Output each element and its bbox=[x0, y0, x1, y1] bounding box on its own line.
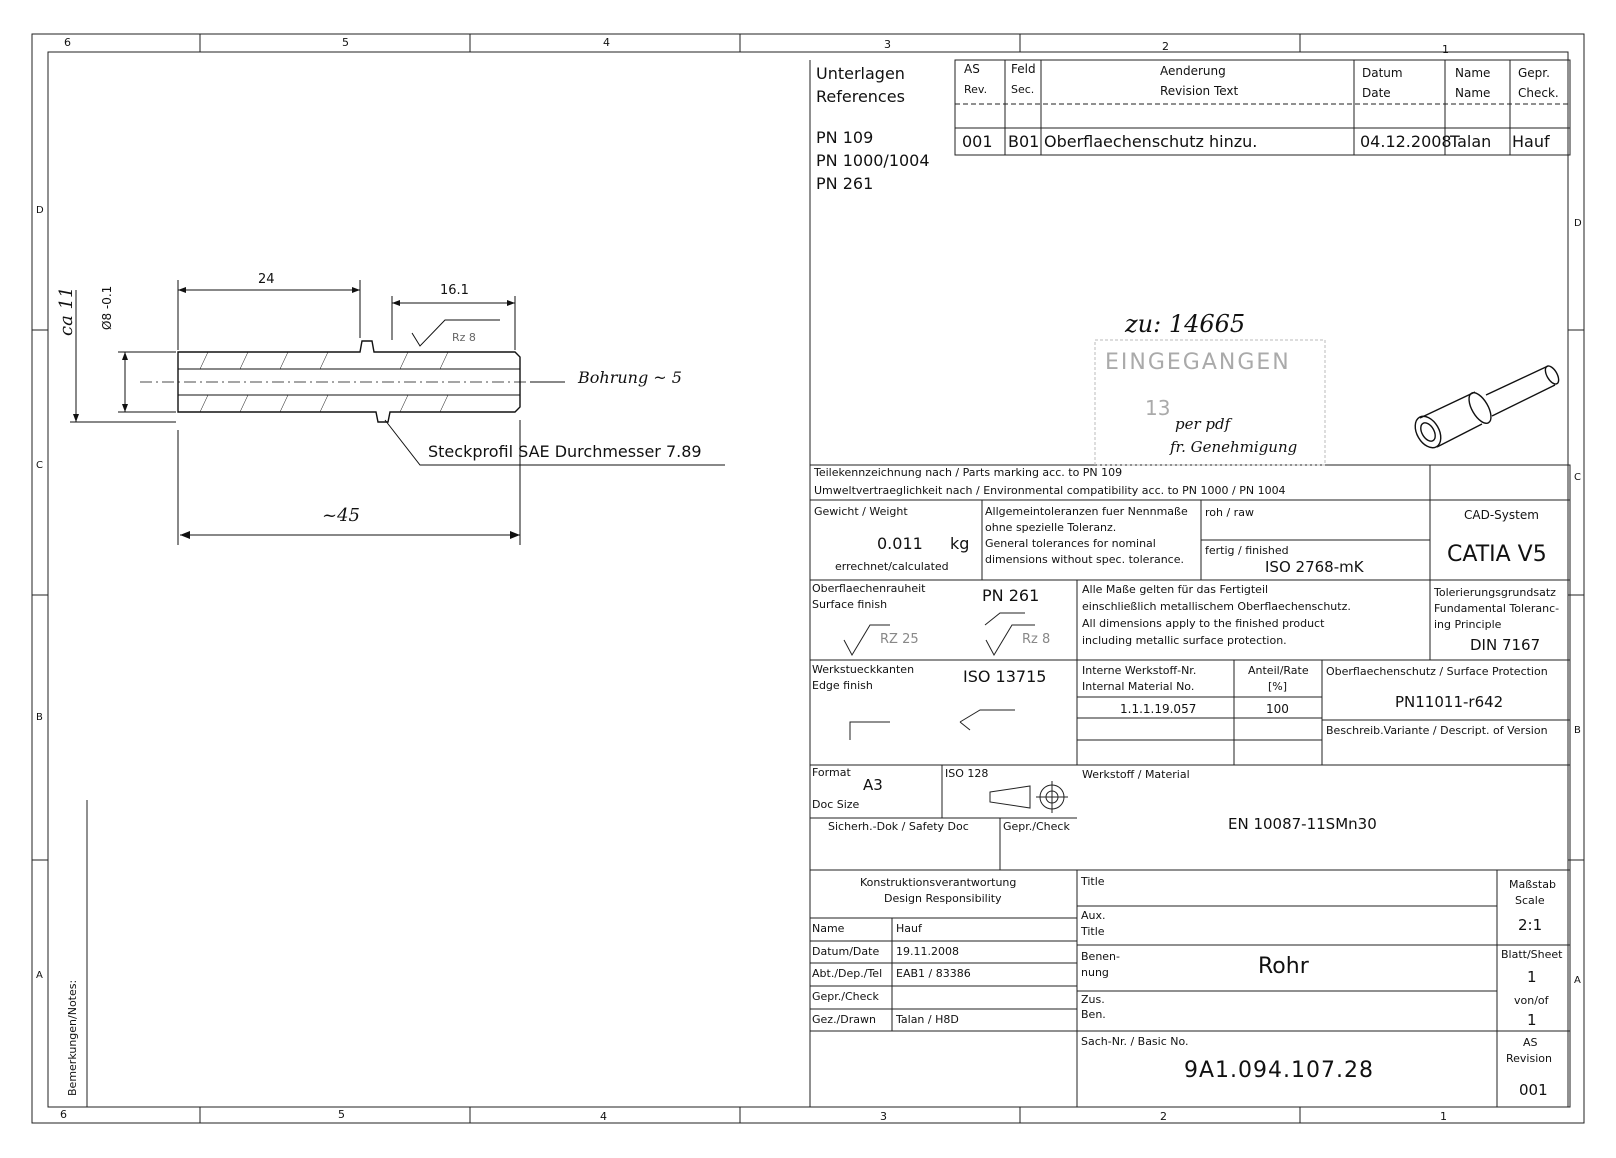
material-number-value: 1.1.1.19.057 bbox=[1120, 702, 1197, 716]
rev-header-text: Revision Text bbox=[1160, 84, 1239, 98]
rev-header-as: AS bbox=[964, 62, 980, 76]
zone-bottom-5: 5 bbox=[338, 1108, 345, 1121]
zone-right-d: D bbox=[1574, 218, 1582, 229]
dims-note-de-2: einschließlich metallischem Oberflaechenschutz. bbox=[1082, 600, 1351, 613]
surface-finish-de: Oberflaechenrauheit bbox=[812, 582, 926, 595]
weight-unit: kg bbox=[950, 534, 970, 553]
share-label: Anteil/Rate bbox=[1248, 664, 1309, 677]
dimension-45: ~45 bbox=[322, 505, 360, 526]
tolerance-principle-de: Tolerierungsgrundsatz bbox=[1434, 586, 1556, 599]
roughness-rz25: RZ 25 bbox=[880, 632, 919, 647]
checked-label: Gepr./Check bbox=[812, 990, 879, 1003]
additional-designation-2: Ben. bbox=[1081, 1008, 1106, 1021]
surface-finish-standard: PN 261 bbox=[982, 586, 1040, 605]
general-tolerance-de-2: ohne spezielle Toleranz. bbox=[985, 521, 1117, 534]
dimension-24: 24 bbox=[258, 272, 275, 287]
drawn-label: Gez./Drawn bbox=[812, 1013, 876, 1026]
doc-size-label: Doc Size bbox=[812, 798, 860, 811]
rev-row-date: 04.12.2008 bbox=[1360, 132, 1452, 151]
tolerance-principle-value: DIN 7167 bbox=[1470, 636, 1541, 654]
zone-top-1: 1 bbox=[1442, 43, 1449, 56]
rev-row-name: Talan bbox=[1450, 132, 1492, 151]
surface-protection-value: PN11011-r642 bbox=[1395, 693, 1504, 711]
department-value: EAB1 / 83386 bbox=[896, 967, 971, 980]
dims-note-en-1: All dimensions apply to the finished product bbox=[1082, 617, 1325, 630]
name-value: Hauf bbox=[896, 922, 922, 935]
weight-note: errechnet/calculated bbox=[835, 560, 949, 573]
notes-label: Bemerkungen/Notes: bbox=[66, 979, 79, 1096]
edge-finish-en: Edge finish bbox=[812, 679, 873, 692]
surface-protection-label: Oberflaechenschutz / Surface Protection bbox=[1326, 665, 1548, 678]
handwritten-reference: zu: 14665 bbox=[1125, 310, 1246, 338]
scale-value: 2:1 bbox=[1518, 916, 1543, 934]
dimension-16-1: 16.1 bbox=[440, 283, 469, 298]
zone-right-c: C bbox=[1574, 472, 1581, 483]
basic-number-value: 9A1.094.107.28 bbox=[1184, 1058, 1374, 1083]
safety-check-label: Gepr./Check bbox=[1003, 820, 1070, 833]
designation-label-2: nung bbox=[1081, 966, 1109, 979]
rev-header-change: Aenderung bbox=[1160, 64, 1226, 78]
zone-top-4: 4 bbox=[603, 36, 610, 49]
tolerance-principle-en-2: ing Principle bbox=[1434, 618, 1502, 631]
profile-note: Steckprofil SAE Durchmesser 7.89 bbox=[428, 442, 702, 461]
finished-label: fertig / finished bbox=[1205, 544, 1289, 557]
cad-system-value: CATIA V5 bbox=[1447, 542, 1547, 567]
zone-left-a: A bbox=[36, 970, 43, 981]
zone-top-3: 3 bbox=[884, 38, 891, 51]
zone-top-5: 5 bbox=[342, 36, 349, 49]
date-value: 19.11.2008 bbox=[896, 945, 959, 958]
weight-label: Gewicht / Weight bbox=[814, 505, 908, 518]
sheet-value: 1 bbox=[1527, 968, 1537, 986]
raw-label: roh / raw bbox=[1205, 506, 1254, 519]
aux-title-label-2: Title bbox=[1081, 925, 1105, 938]
share-unit: [%] bbox=[1268, 680, 1288, 693]
parts-marking-label: Teilekennzeichnung nach / Parts marking acc. to PN 109 bbox=[814, 466, 1123, 479]
cad-system-label: CAD-System bbox=[1464, 508, 1539, 522]
bore-note: Bohrung ~ 5 bbox=[578, 368, 682, 387]
drawn-value: Talan / H8D bbox=[896, 1013, 959, 1026]
zone-right-a: A bbox=[1574, 975, 1581, 986]
surface-finish-en: Surface finish bbox=[812, 598, 888, 611]
zone-top-2: 2 bbox=[1162, 40, 1169, 53]
iso128-label: ISO 128 bbox=[945, 767, 989, 780]
rev-header-name-de: Name bbox=[1455, 66, 1491, 80]
as-revision-value: 001 bbox=[1519, 1081, 1548, 1099]
rev-header-check-de: Gepr. bbox=[1518, 66, 1550, 80]
dims-note-de-1: Alle Maße gelten für das Fertigteil bbox=[1082, 583, 1269, 596]
designation-label-1: Benen- bbox=[1081, 950, 1120, 963]
rev-header-date-de: Datum bbox=[1362, 66, 1403, 80]
zone-bottom-1: 1 bbox=[1440, 1110, 1447, 1123]
sheet-label: Blatt/Sheet bbox=[1501, 948, 1563, 961]
material-value: EN 10087-11SMn30 bbox=[1228, 815, 1377, 833]
name-label: Name bbox=[812, 922, 845, 935]
tolerance-principle-en-1: Fundamental Toleranc- bbox=[1434, 602, 1560, 615]
reference-item: PN 109 bbox=[816, 128, 874, 147]
rev-header-check-en: Check. bbox=[1518, 86, 1559, 100]
rev-row-as: 001 bbox=[962, 132, 993, 151]
department-label: Abt./Dep./Tel bbox=[812, 967, 883, 980]
share-value: 100 bbox=[1266, 702, 1289, 716]
material-number-de: Interne Werkstoff-Nr. bbox=[1082, 664, 1197, 677]
design-responsibility-de: Konstruktionsverantwortung bbox=[860, 876, 1017, 889]
general-tolerance-en-1: General tolerances for nominal bbox=[985, 537, 1156, 550]
of-label: von/of bbox=[1514, 994, 1549, 1007]
zone-bottom-3: 3 bbox=[880, 1110, 887, 1123]
rev-header-field: Feld bbox=[1011, 62, 1036, 76]
rev-header-name-en: Name bbox=[1455, 86, 1491, 100]
dimension-ca-11: ca 11 bbox=[56, 286, 77, 336]
zone-bottom-6: 6 bbox=[60, 1108, 67, 1121]
environment-label: Umweltvertraeglichkeit nach / Environmental compatibility acc. to PN 1000 / PN 1004 bbox=[814, 484, 1286, 497]
title-label: Title bbox=[1081, 875, 1105, 888]
zone-left-b: B bbox=[36, 712, 43, 723]
rev-row-text: Oberflaechenschutz hinzu. bbox=[1044, 132, 1258, 151]
edge-finish-standard: ISO 13715 bbox=[963, 667, 1047, 686]
roughness-rz8-part: Rz 8 bbox=[452, 331, 476, 344]
zone-bottom-2: 2 bbox=[1160, 1110, 1167, 1123]
general-tolerance-en-2: dimensions without spec. tolerance. bbox=[985, 553, 1184, 566]
scale-label-en: Scale bbox=[1515, 894, 1545, 907]
zone-bottom-4: 4 bbox=[600, 1110, 607, 1123]
stamp-day: 13 bbox=[1145, 396, 1171, 420]
roughness-rz8: Rz 8 bbox=[1022, 632, 1051, 647]
rev-header-date-en: Date bbox=[1362, 86, 1391, 100]
version-description-label: Beschreib.Variante / Descript. of Version bbox=[1326, 724, 1548, 737]
aux-title-label-1: Aux. bbox=[1081, 909, 1106, 922]
reference-item: PN 261 bbox=[816, 174, 874, 193]
zone-left-d: D bbox=[36, 205, 44, 216]
reference-item: PN 1000/1004 bbox=[816, 151, 930, 170]
format-label: Format bbox=[812, 766, 851, 779]
additional-designation-1: Zus. bbox=[1081, 993, 1105, 1006]
date-label: Datum/Date bbox=[812, 945, 880, 958]
zone-left-c: C bbox=[36, 460, 43, 471]
as-revision-label-1: AS bbox=[1523, 1036, 1538, 1049]
format-value: A3 bbox=[863, 776, 883, 794]
rev-row-field: B01 bbox=[1008, 132, 1040, 151]
general-tolerance-de-1: Allgemeintoleranzen fuer Nennmaße bbox=[985, 505, 1188, 518]
dimension-diameter: Ø8 -0.1 bbox=[100, 285, 114, 330]
rev-header-rev: Rev. bbox=[964, 83, 988, 96]
design-responsibility-en: Design Responsibility bbox=[884, 892, 1002, 905]
received-stamp: EINGEGANGEN bbox=[1105, 350, 1291, 375]
dims-note-en-2: including metallic surface protection. bbox=[1082, 634, 1287, 647]
of-value: 1 bbox=[1527, 1011, 1537, 1029]
scale-label-de: Maßstab bbox=[1509, 878, 1556, 891]
rev-row-check: Hauf bbox=[1512, 132, 1550, 151]
material-number-en: Internal Material No. bbox=[1082, 680, 1195, 693]
rev-header-sec: Sec. bbox=[1011, 83, 1035, 96]
edge-finish-de: Werkstueckkanten bbox=[812, 663, 915, 676]
weight-value: 0.011 bbox=[877, 534, 923, 553]
safety-doc-label: Sicherh.-Dok / Safety Doc bbox=[828, 820, 969, 833]
basic-number-label: Sach-Nr. / Basic No. bbox=[1081, 1035, 1189, 1048]
stamp-approval-note: fr. Genehmigung bbox=[1170, 438, 1298, 456]
stamp-pdf-note: per pdf bbox=[1175, 415, 1231, 433]
designation-value: Rohr bbox=[1258, 954, 1309, 979]
references-title-de: Unterlagen bbox=[816, 64, 905, 83]
as-revision-label-2: Revision bbox=[1506, 1052, 1552, 1065]
zone-top-6: 6 bbox=[64, 36, 71, 49]
zone-right-b: B bbox=[1574, 725, 1581, 736]
finished-value: ISO 2768-mK bbox=[1265, 558, 1364, 576]
references-title-en: References bbox=[816, 87, 905, 106]
material-label: Werkstoff / Material bbox=[1082, 768, 1190, 781]
